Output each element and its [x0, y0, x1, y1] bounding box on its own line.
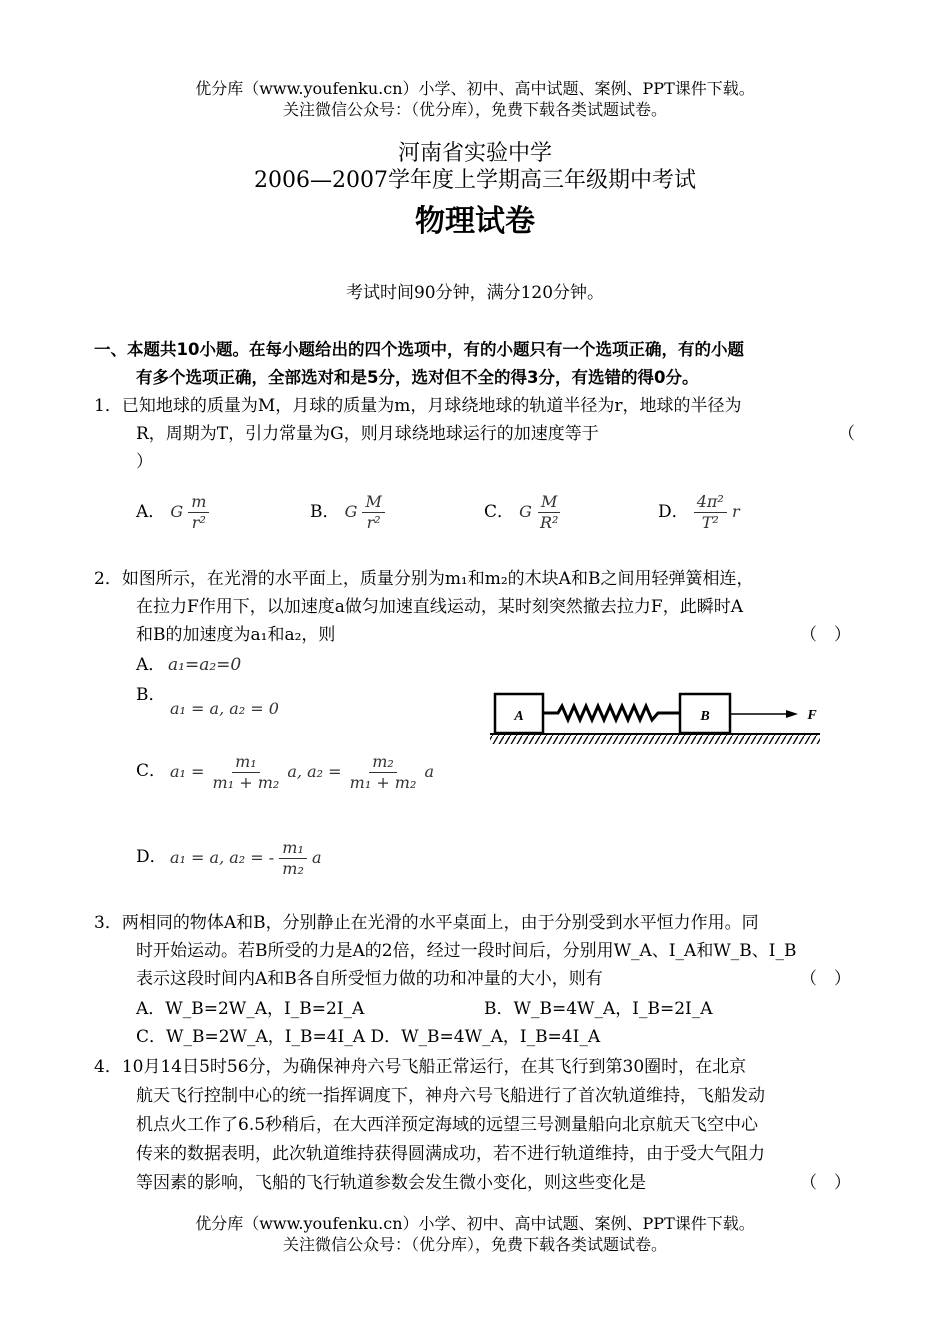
frac-denominator: r² [191, 513, 206, 532]
frac-numerator: m₂ [369, 752, 397, 773]
frac-denominator: m₂ [282, 859, 304, 878]
header-line-2: 关注微信公众号：（优分库），免费下载各类试题试卷。 [282, 100, 667, 119]
q2-option-b: a₁ = a, a₂ = 0 [170, 699, 279, 718]
q1-option-d-frac [694, 492, 727, 533]
q2-line-1: 2．如图所示，在光滑的水平面上，质量分别为m₁和m₂的木块A和B之间用轻弹簧相连， [94, 569, 754, 589]
spring-blocks-figure [486, 686, 826, 750]
q2-option-b-label: B． [136, 685, 166, 705]
q1-option-a-label: A． [136, 502, 166, 522]
school-title: 河南省实验中学 [397, 141, 552, 166]
q3-line-3: 表示这段时间内A和B各自所受恒力做的功和冲量的大小，则有 [136, 969, 603, 989]
exam-info: 考试时间90分钟，满分120分钟。 [345, 283, 605, 303]
q3-option-b: B．W_B=4W_A，I_B=2I_A [484, 999, 713, 1019]
q4-line-3: 机点火工作了6.5秒稍后，在大西洋预定海域的远望三号测量船向北京航天飞空中心 [136, 1115, 759, 1135]
q4-line-2: 航天飞行控制中心的统一指挥调度下，神舟六号飞船进行了首次轨道维持，飞船发动 [136, 1086, 765, 1106]
q1-option-c-frac [537, 492, 561, 533]
q2-option-d-label: D． [136, 847, 167, 867]
ground-hatch [490, 735, 820, 744]
force-arrow-head [786, 710, 798, 718]
q1-option-a [136, 492, 209, 533]
q1-option-d-label: D． [658, 502, 689, 522]
frac-numerator: M [538, 492, 560, 513]
q1-line-2: R，周期为T，引力常量为G，则月球绕地球运行的加速度等于 [136, 424, 599, 444]
q1-option-b [310, 492, 385, 533]
footer-line-2: 关注微信公众号：（优分库），免费下载各类试题试卷。 [282, 1235, 667, 1254]
q2-option-c-post: a [424, 762, 435, 781]
q1-option-b-pre: G [344, 502, 358, 521]
q2-line-3: 和B的加速度为a₁和a₂，则 [136, 625, 336, 645]
q2-option-c-pre1: a₁ = [170, 762, 205, 781]
block-b-label: B [700, 709, 710, 724]
q2-line-2: 在拉力F作用下，以加速度a做匀加速直线运动，某时刻突然撤去拉力F，此瞬时A [136, 597, 744, 617]
q2-option-c-frac1 [210, 752, 283, 793]
section1-line-2: 有多个选项正确，全部选对和是5分，选对但不全的得3分，有选错的得0分。 [136, 368, 699, 387]
q2-answer-paren: （ ） [800, 625, 851, 645]
q4-line-4: 传来的数据表明，此次轨道维持获得圆满成功，若不进行轨道维持，由于受大气阻力 [136, 1144, 765, 1164]
q2-option-a-label: A． [136, 655, 166, 675]
q3-option-cd: C．W_B=2W_A，I_B=4I_A D．W_B=4W_A，I_B=4I_A [136, 1027, 601, 1047]
q2-option-c-mid: a, a₂ = [287, 762, 342, 781]
q1-line-1: 1．已知地球的质量为M，月球的质量为m，月球绕地球的轨道半径为r，地球的半径为 [94, 396, 742, 416]
force-label: F [807, 708, 817, 723]
section1-line-1: 一、本题共10小题。在每小题给出的四个选项中，有的小题只有一个选项正确，有的小题 [94, 340, 744, 359]
q3-option-a: A．W_B=2W_A，I_B=2I_A [136, 999, 365, 1019]
q3-line-1: 3．两相同的物体A和B，分别静止在光滑的水平桌面上，由于分别受到水平恒力作用。同 [94, 913, 759, 933]
q1-option-a-pre: G [170, 502, 184, 521]
q3-answer-paren: （ ） [800, 969, 851, 989]
frac-denominator: r² [366, 513, 381, 532]
frac-numerator: m₁ [232, 752, 260, 773]
spring [543, 706, 680, 720]
header-line-1: 优分库（www.youfenku.cn）小学、初中、高中试题、案例、PPT课件下载。 [195, 79, 755, 98]
block-a-label: A [514, 709, 524, 724]
q4-line-5: 等因素的影响，飞船的飞行轨道参数会发生微小变化，则这些变化是 [136, 1173, 646, 1193]
frac-denominator: T² [701, 513, 719, 532]
q1-option-b-label: B． [310, 502, 340, 522]
q1-paren-close: ） [136, 452, 153, 472]
q2-option-c-frac2 [347, 752, 420, 793]
q2-option-d-frac [279, 838, 307, 879]
q1-paren-open: （ [838, 424, 855, 444]
q1-option-c-label: C． [484, 502, 515, 522]
q1-option-d-post: r [731, 502, 740, 521]
q2-option-d [170, 838, 322, 879]
q2-option-c-label: C． [136, 761, 167, 781]
frac-numerator: m [188, 492, 209, 513]
frac-numerator: 4π² [694, 492, 727, 513]
q4-line-1: 4．10月14日5时56分，为确保神舟六号飞船正常运行，在其飞行到第30圈时，在北京 [94, 1057, 747, 1077]
footer-line-1: 优分库（www.youfenku.cn）小学、初中、高中试题、案例、PPT课件下载。 [195, 1214, 755, 1233]
q1-option-d [658, 492, 740, 533]
q2-option-d-post: a [311, 848, 322, 867]
q2-option-d-pre: a₁ = a, a₂ = - [170, 848, 275, 867]
frac-denominator: m₁ + m₂ [349, 773, 417, 792]
q1-option-c-pre: G [519, 502, 532, 521]
q4-answer-paren: （ ） [800, 1173, 851, 1193]
q2-option-c [170, 752, 434, 793]
frac-numerator: m₁ [279, 838, 307, 859]
q1-option-a-frac [188, 492, 209, 533]
q1-option-c [484, 492, 561, 533]
q2-option-a: a₁=a₂=0 [168, 655, 242, 675]
frac-denominator: m₁ + m₂ [212, 773, 280, 792]
subject-title: 物理试卷 [415, 204, 535, 239]
q1-option-b-frac [362, 492, 384, 533]
exam-title: 2006—2007学年度上学期高三年级期中考试 [254, 168, 696, 193]
q3-line-2: 时开始运动。若B所受的力是A的2倍，经过一段时间后，分别用W_A、I_A和W_B、I_B [136, 941, 797, 961]
frac-denominator: R² [539, 513, 559, 532]
frac-numerator: M [362, 492, 384, 513]
